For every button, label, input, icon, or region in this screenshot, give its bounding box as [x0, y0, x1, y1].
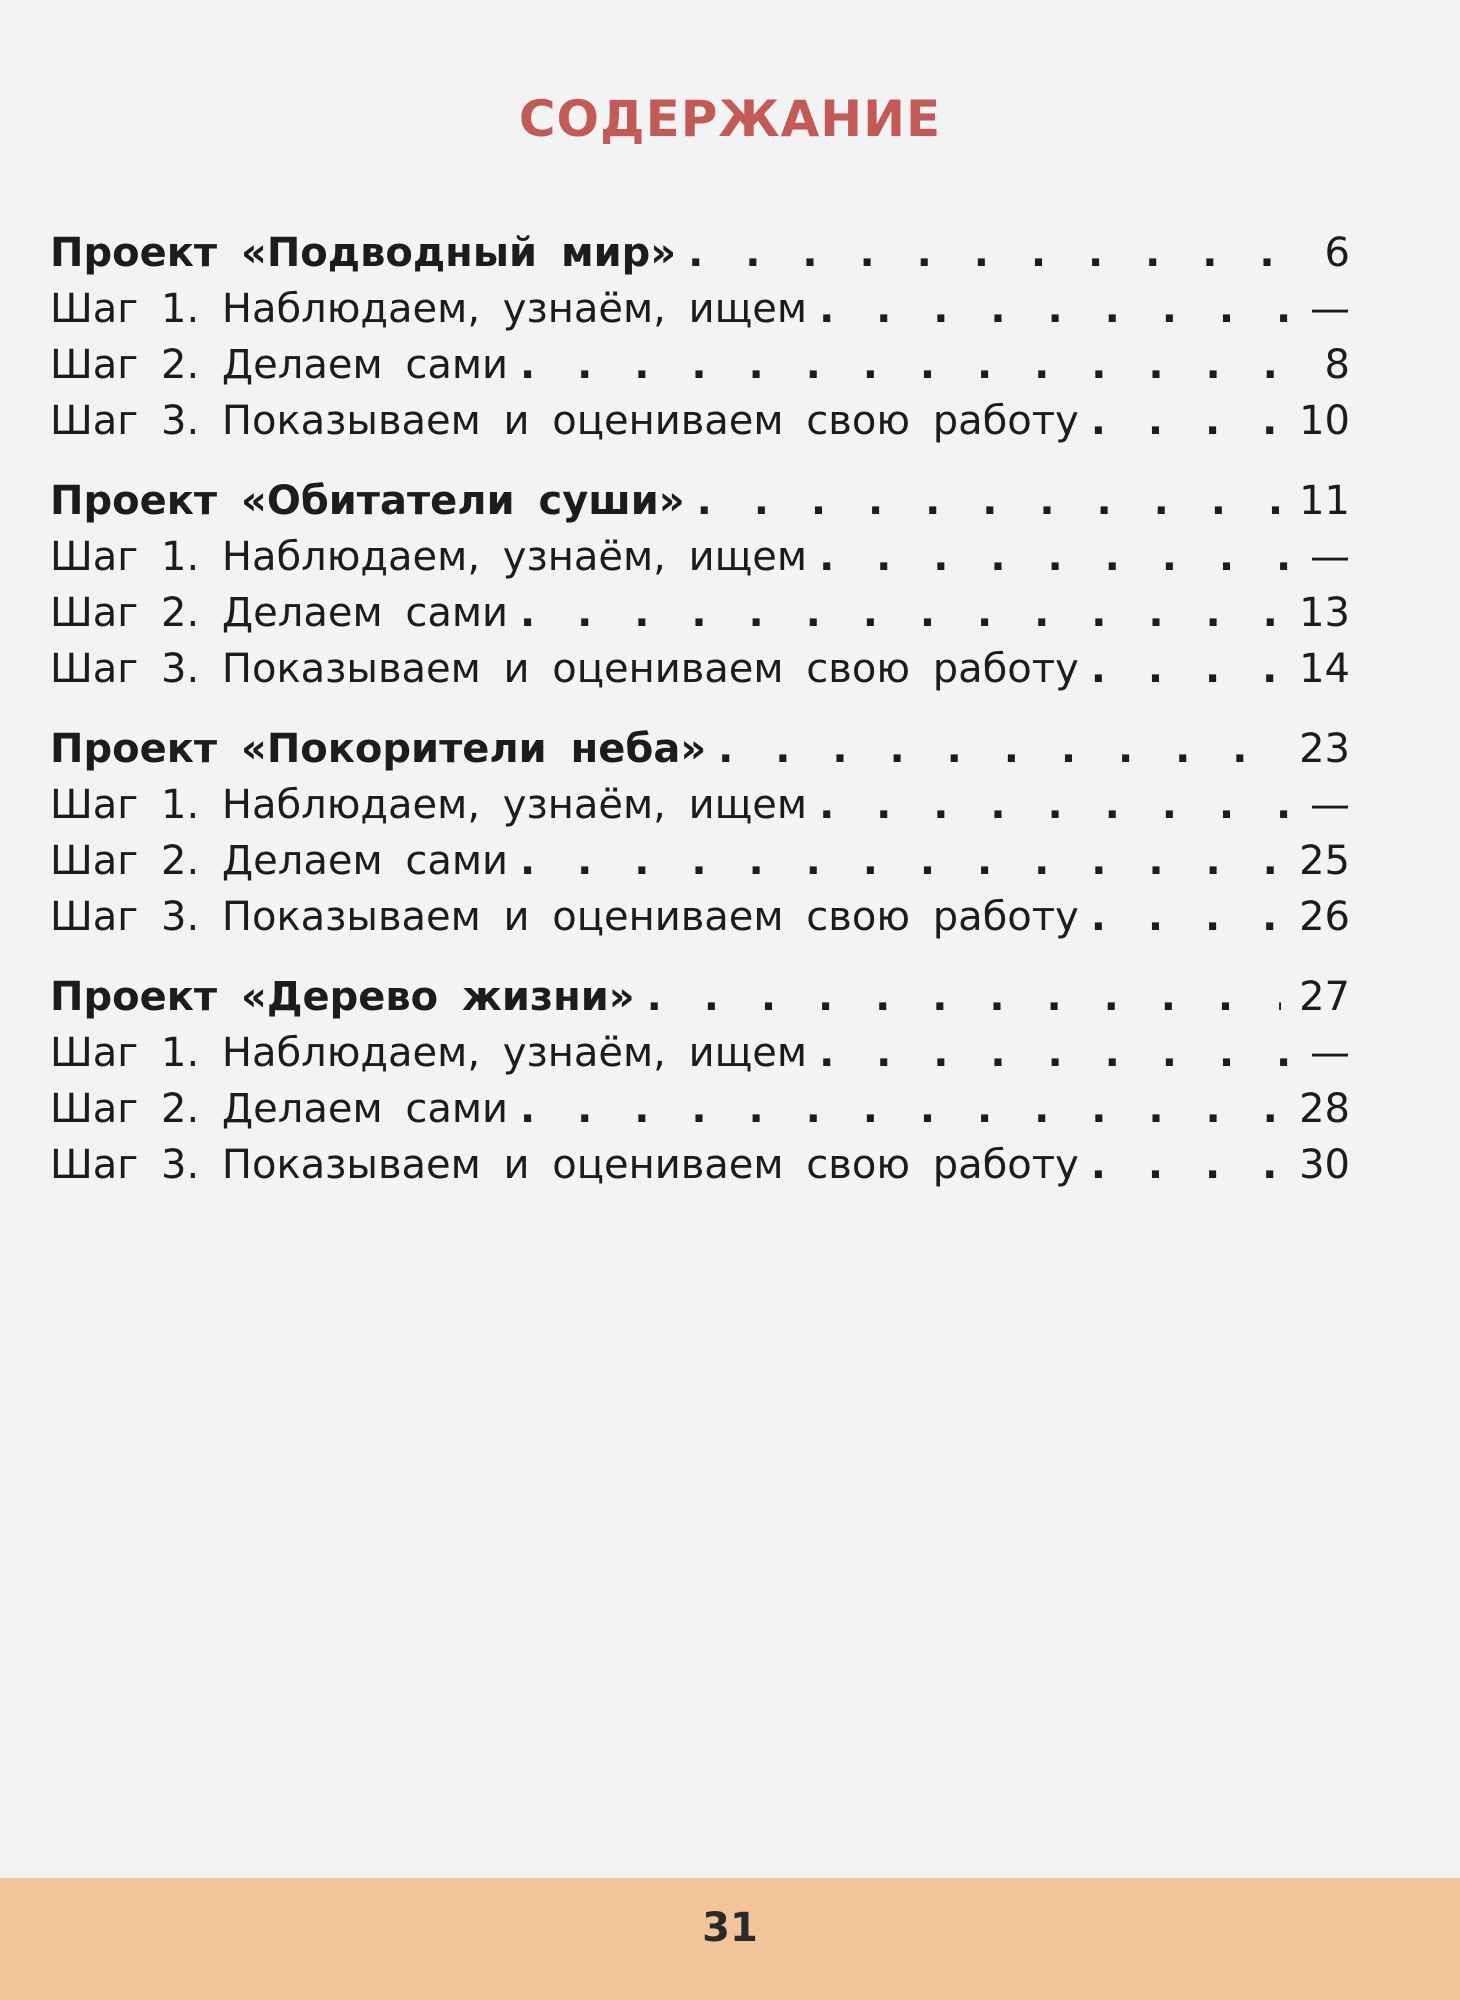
- toc-entry-page: 26: [1299, 894, 1350, 940]
- toc-entry-label: Шаг 2. Делаем сами: [50, 1086, 509, 1132]
- table-of-contents: [50, 225, 1350, 1193]
- toc-dot-leader: [1091, 889, 1281, 945]
- toc-dot-leader: [819, 529, 1292, 585]
- toc-dot-leader: [819, 281, 1292, 337]
- toc-entry-project[interactable]: [50, 473, 1350, 529]
- toc-entry-page: 8: [1324, 342, 1350, 388]
- toc-dot-leader: [697, 473, 1281, 529]
- toc-entry-step[interactable]: [50, 889, 1350, 945]
- toc-entry-page: 27: [1299, 974, 1350, 1020]
- toc-entry-page: 6: [1324, 230, 1350, 276]
- toc-entry-project[interactable]: [50, 721, 1350, 777]
- toc-entry-step[interactable]: [50, 833, 1350, 889]
- toc-entry-label: Шаг 1. Наблюдаем, узнаём, ищем: [50, 534, 808, 580]
- toc-entry-page: 14: [1299, 646, 1350, 692]
- toc-entry-page: —: [1310, 1030, 1350, 1076]
- page-title: СОДЕРЖАНИЕ: [518, 90, 942, 148]
- toc-entry-label: Шаг 2. Делаем сами: [50, 838, 509, 884]
- toc-entry-label: Шаг 1. Наблюдаем, узнаём, ищем: [50, 782, 808, 828]
- toc-dot-leader: [647, 969, 1281, 1025]
- toc-entry-step[interactable]: [50, 281, 1350, 337]
- toc-entry-step[interactable]: [50, 1025, 1350, 1081]
- toc-dot-leader: [1091, 1137, 1281, 1193]
- toc-entry-label: Шаг 3. Показываем и оцениваем свою работу: [50, 894, 1079, 940]
- toc-dot-leader: [688, 225, 1292, 281]
- toc-entry-page: 30: [1299, 1142, 1350, 1188]
- toc-dot-leader: [1091, 393, 1281, 449]
- toc-entry-page: —: [1310, 286, 1350, 332]
- toc-dot-leader: [1091, 641, 1281, 697]
- toc-dot-leader: [520, 1081, 1281, 1137]
- toc-entry-label: Проект «Обитатели суши»: [50, 478, 685, 524]
- toc-entry-step[interactable]: [50, 585, 1350, 641]
- toc-entry-label: Шаг 2. Делаем сами: [50, 342, 509, 388]
- toc-entry-step[interactable]: [50, 393, 1350, 449]
- toc-entry-label: Проект «Дерево жизни»: [50, 974, 635, 1020]
- toc-entry-label: Шаг 1. Наблюдаем, узнаём, ищем: [50, 1030, 808, 1076]
- toc-entry-label: Шаг 3. Показываем и оцениваем свою работу: [50, 646, 1079, 692]
- toc-entry-page: 25: [1299, 838, 1350, 884]
- toc-entry-page: —: [1310, 534, 1350, 580]
- toc-entry-step[interactable]: [50, 1137, 1350, 1193]
- toc-entry-project[interactable]: [50, 225, 1350, 281]
- toc-entry-page: —: [1310, 782, 1350, 828]
- toc-dot-leader: [520, 833, 1281, 889]
- toc-entry-page: 10: [1299, 398, 1350, 444]
- toc-dot-leader: [520, 337, 1292, 393]
- toc-dot-leader: [819, 777, 1292, 833]
- toc-entry-step[interactable]: [50, 777, 1350, 833]
- toc-entry-label: Шаг 2. Делаем сами: [50, 590, 509, 636]
- toc-entry-label: Проект «Подводный мир»: [50, 230, 677, 276]
- toc-dot-leader: [520, 585, 1281, 641]
- toc-entry-step[interactable]: [50, 1081, 1350, 1137]
- toc-entry-label: Проект «Покорители неба»: [50, 726, 707, 772]
- toc-entry-page: 23: [1299, 726, 1350, 772]
- toc-entry-page: 28: [1299, 1086, 1350, 1132]
- toc-entry-project[interactable]: [50, 969, 1350, 1025]
- toc-entry-step[interactable]: [50, 641, 1350, 697]
- toc-entry-label: Шаг 3. Показываем и оцениваем свою работу: [50, 1142, 1079, 1188]
- toc-dot-leader: [819, 1025, 1292, 1081]
- toc-entry-page: 13: [1299, 590, 1350, 636]
- toc-entry-label: Шаг 3. Показываем и оцениваем свою работу: [50, 398, 1079, 444]
- toc-entry-label: Шаг 1. Наблюдаем, узнаём, ищем: [50, 286, 808, 332]
- toc-entry-step[interactable]: [50, 529, 1350, 585]
- toc-dot-leader: [718, 721, 1281, 777]
- toc-entry-page: 11: [1299, 478, 1350, 524]
- toc-entry-step[interactable]: [50, 337, 1350, 393]
- page-number: 31: [702, 1905, 758, 1951]
